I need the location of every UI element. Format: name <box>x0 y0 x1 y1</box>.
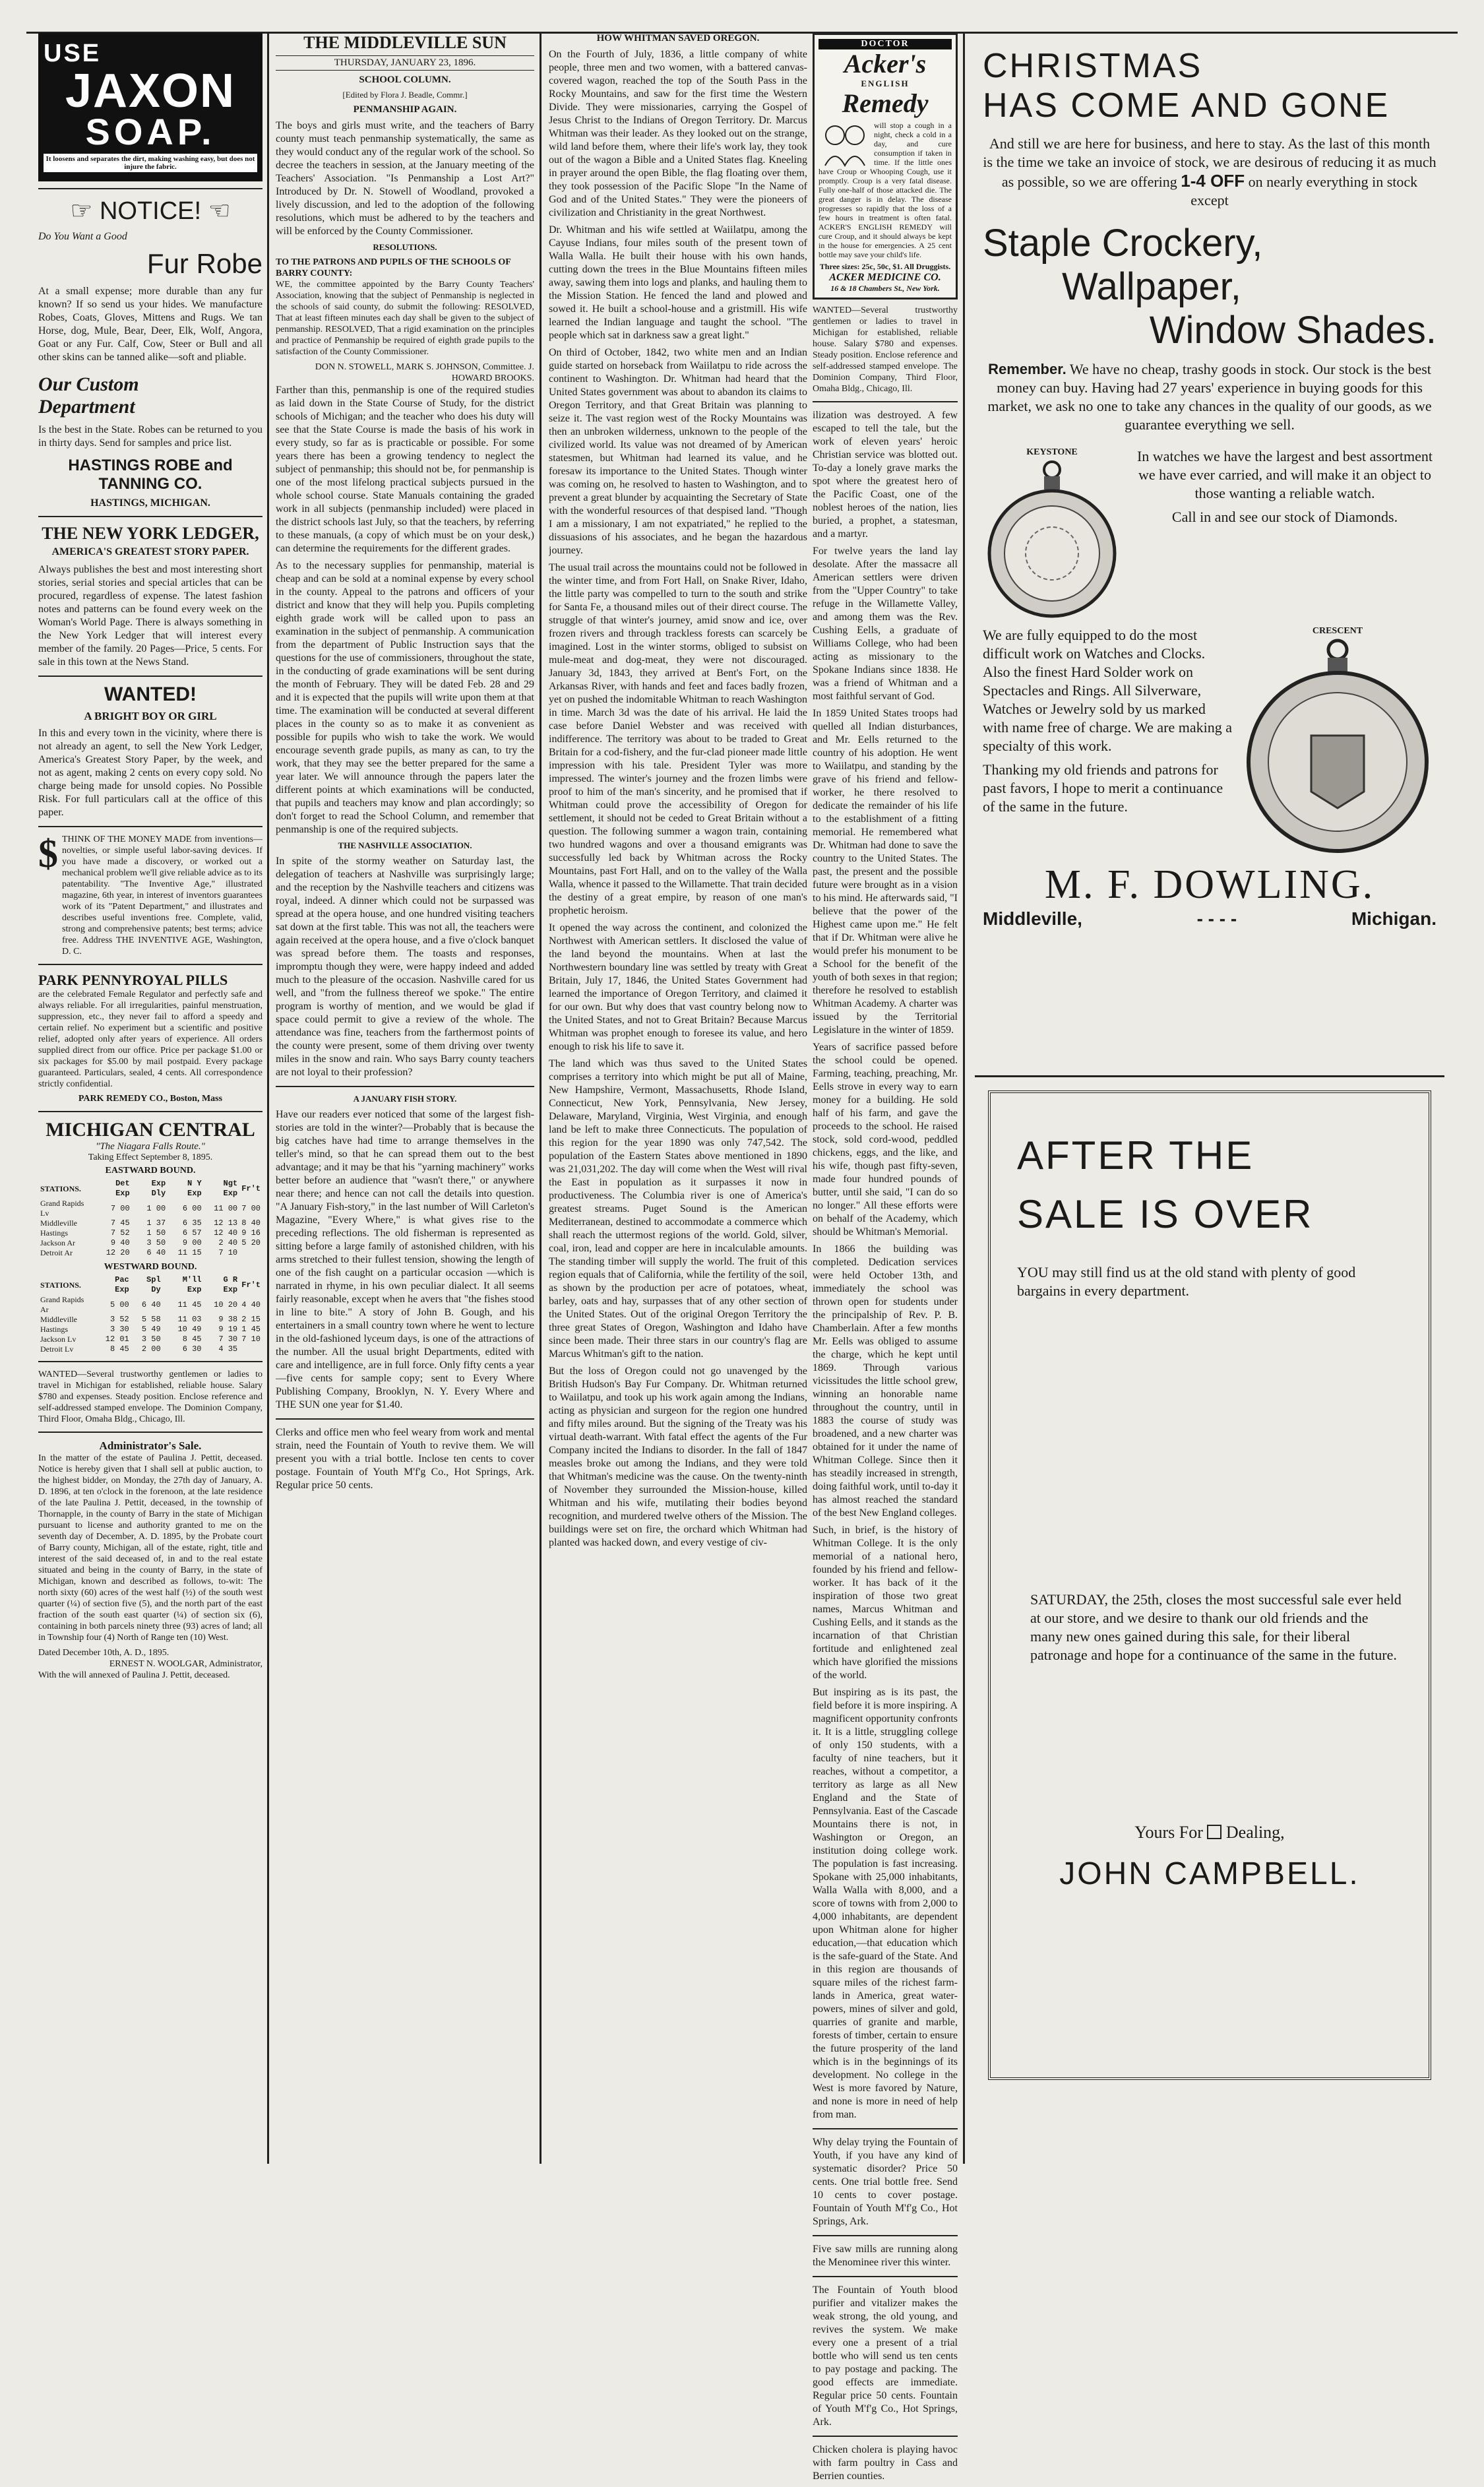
column-rule <box>540 33 541 2164</box>
state: Michigan. <box>1351 908 1437 929</box>
westbound-cell <box>239 1344 263 1354</box>
eastbound-cell: 7 10 <box>218 1248 238 1257</box>
eastbound-cell: 1 00 <box>146 1203 166 1213</box>
eastbound-cell: 12 13 <box>214 1218 238 1228</box>
whitman-cont-p6: Such, in brief, is the history of Whitman College. It is the only memorial of a national hero, founded by his friend and fellow-worker. It has back of it the inspiration of those two great names, Marcus Whitman and Cushing Eells, and it stands as the incarnation of that Christian fortitude and enlightened zeal which have glorified the missions of the world. <box>813 1525 958 1681</box>
eastbound-cell: 6 00 <box>182 1203 202 1213</box>
staple-crockery: Staple Crockery, <box>983 222 1263 265</box>
wanted-subtitle: A BRIGHT BOY OR GIRL <box>84 710 217 722</box>
fish-story-title: A JANUARY FISH STORY. <box>353 1094 457 1104</box>
yours-for: Yours For <box>1134 1823 1203 1842</box>
fountain-notice-2: Why delay trying the Fountain of Youth, if you have any kind of systematic disorder? Price 50 cents. One trial bottle free. Send 10 cents to cover postage. Fountain of Youth M'f'g Co., Hot Springs, Ark. <box>813 2137 958 2227</box>
divider <box>813 2128 958 2129</box>
eastbound-header-cell: N Y Exp <box>187 1179 202 1198</box>
column-whitman <box>549 33 807 1554</box>
westbound-cell: 3 50 <box>141 1335 161 1344</box>
divider <box>38 188 263 189</box>
jaxon-soap-ad <box>38 33 263 181</box>
administrators-sale <box>38 1439 263 1681</box>
ledger-body: Always publishes the best and most interesting short stories, serial stories and special articles that can be procured, regardless of expense. The latest fashion notes and patterns can be found every week on the Woman's World Page. There is always something in the New York Ledger that will interest every member of the family. 20 Pages—Price, 5 cents. For sale in this town at the News Stand. <box>38 564 263 668</box>
westbound-cell: 5 58 <box>141 1315 161 1324</box>
whitman-title: HOW WHITMAN SAVED OREGON. <box>596 33 760 44</box>
dept-body: Is the best in the State. Robes can be returned to you in thirty days. Send for samples and price list. <box>38 424 263 449</box>
westbound-cell: 9 38 <box>218 1315 238 1324</box>
saw-mills-notice: Five saw mills are running along the Menominee river this winter. <box>813 2244 958 2268</box>
inventive-age-ad <box>38 834 263 957</box>
eastbound-cell: 5 20 <box>241 1238 261 1247</box>
acker-body: will stop a cough in a night, check a cold in a day, and cure consumption if taken in time. If the little ones have Croup or Whooping Cough, use it promptly. Croup is a very fatal disease. Fully one-half of those attacked die. The great danger is in delay. The disease progresses so rapidly that the loss of a few hours in treatment is often fatal. ACKER'S ENGLISH REMEDY will cure Croup, and it should always be kept in the house for emergencies. A 25 cent bottle may save your child's life. <box>819 121 952 259</box>
column-ads-left <box>38 33 263 1681</box>
tanning-location: HASTINGS, MICHIGAN. <box>90 497 210 509</box>
divider <box>276 1418 534 1420</box>
eastbound-row <box>38 1218 263 1228</box>
acker-brand: Acker's <box>844 49 927 79</box>
eastbound-cell: Detroit Ar <box>40 1248 73 1257</box>
jaxon-use: USE <box>44 40 102 67</box>
westbound-cell: 4 35 <box>218 1344 238 1354</box>
eastbound-row <box>38 1238 263 1248</box>
fur-want: Do You Want a Good <box>38 231 127 242</box>
resolutions-title: RESOLUTIONS. <box>373 242 437 252</box>
notice-text: NOTICE! <box>99 197 202 225</box>
intro-text: And still we are here for business, and here to stay. As the last of this month is the time we take an invoice of stock, we are desirous of reducing it as much as possible, so we are offering <box>983 135 1437 190</box>
eastbound-header-cell: Ngt Exp <box>223 1179 238 1198</box>
michigan-central-timetable <box>38 1119 263 1354</box>
acker-address: 16 & 18 Chambers St., New York. <box>830 284 940 293</box>
westbound-row <box>38 1344 263 1354</box>
divider <box>813 2276 958 2277</box>
divider <box>975 1075 1444 1077</box>
eastbound-cell: 6 40 <box>146 1248 166 1257</box>
whitman-cont-p7: But inspiring as is its past, the field before it is more inspiring. A magnificent opportunity confronts it. It is a little, struggling college of only 150 students, with a faculty of nine teachers, but it reaches, without a competitor, a territory as large as all New England and the State of Pennsylvania. East of the Cascade Mountains there is not, in Washington or Oregon, an institution doing college work. The population is fast increasing. Spokane with 25,000 inhabitants, Walla Walla with 8,000, and a score of towns with from 2,000 to 4,000 inhabitants, are dependent upon Whitman alone for higher education,—that education which is the safe-guard of the State. And in this region are thousands of square miles of the richest farm-lands in America, great water-powers, mines of silver and gold, quarries of granite and marble, forests of timber, certain to ensure the future prosperity of the land which is in the beginnings of its development. No college in the West is more favored by Nature, and none is more in need of help from man. <box>813 1687 958 2120</box>
eastbound-cell: 9 16 <box>241 1228 261 1238</box>
penmanship-p2: Farther than this, penmanship is one of the required studies as laid down in the State Course of Study, for the district schools of Michigan; and the teacher who does his duty will see that the State Course is made the basis of his work in every study, so far as is practicable or possible. For some years there has been a growing tendency to neglect the subject of penmanship; this should not be, for penmanship is one of the most lifelong practical subjects pursued in the whole school course. State Manuals containing the graded work in all subjects (penmanship included) were placed in the district schools last July, so that the teachers, by referring to these manuals, (a copy of which must be on your desk,) can determine the requirements for the different grades. <box>276 385 534 554</box>
eastbound-table <box>38 1179 263 1258</box>
pills-company: PARK REMEDY CO., Boston, Mass <box>78 1094 223 1104</box>
fur-robe-ad <box>38 196 263 509</box>
dashes: - - - - <box>1196 908 1237 929</box>
keystone-label: KEYSTONE <box>1026 447 1078 457</box>
westbound-row <box>38 1335 263 1344</box>
eastbound-cell: 9 00 <box>182 1238 202 1247</box>
sale-is-over: SALE IS OVER <box>1017 1192 1314 1236</box>
westbound-cell: 9 19 <box>218 1325 238 1334</box>
pointing-hand-icon: ☜ <box>201 197 231 225</box>
wanted-travel-notice: WANTED—Several trustworthy gentlemen or ladies to travel in Michigan for established, reliable house. Salary $780 and expenses. Steady position. Enclose reference and self-addressed stamped envelope. The Dominion Company, Third Floor, Omaha Bldg., Chicago, Ill. <box>38 1369 263 1424</box>
equipped-row <box>983 626 1437 858</box>
watches-text <box>1133 447 1437 626</box>
pointing-hand-icon: ☞ <box>70 197 100 225</box>
school-editor: [Edited by Flora J. Beadle, Commr.] <box>342 90 468 100</box>
westbound-cell: 2 15 <box>241 1315 261 1324</box>
westbound-cell: 6 40 <box>141 1300 161 1309</box>
money-body: THINK OF THE MONEY MADE from inventions—novelties, or simple useful labor-saving devices. If you have made a discovery, or worked out a mechanical problem we'll give reliable advice as to its patentability. "The Inventive Age," illustrated magazine, 6th year, in interest of inventors guarantees work of its "Patent Department," and illustrates and describes useful inventions free. Complete, valid, strong and comprehensive patents; best terms; advice free. Address THE INVENTIVE AGE, Washington, D. C. <box>62 834 263 957</box>
eastbound-cell: 7 00 <box>110 1203 130 1213</box>
custom-heading: Our Custom <box>38 373 139 395</box>
whitman-cont-p4: Years of sacrifice passed before the school could be opened. Farming, teaching, preaching, Mr. Eells strove in every way to earn money for a building. He sold half of his farm, and gave the proceeds to the school. He raised stock, sold cord-wood, peddled chickens, eggs, and the like, and his wife, though past fifty-seven, made four hundred pounds of butter, until she said, "I can do so no longer." All these efforts were on behalf of the Academy, which should be Whitman's Memorial. <box>813 1042 958 1238</box>
chicken-cholera-notice: Chicken cholera is playing havoc with farm poultry in Cass and Berrien counties. <box>813 2444 958 2482</box>
westbound-header-cell: Spl Dy <box>146 1275 161 1294</box>
westbound-cell: Jackson Lv <box>40 1335 77 1344</box>
railroad-route: "The Niagara Falls Route." <box>96 1141 205 1152</box>
pocket-watch-icon <box>986 458 1118 623</box>
watches-body: In watches we have the largest and best assortment we have ever carried, and will make it an object to those wanting a reliable watch. <box>1136 448 1433 501</box>
equipped-body: We are fully equipped to do the most difficult work on Watches and Clocks. Also the finest Hard Solder work on Spectacles and Rings. All Silverware, Watches or Jewelry sold by us marked with name free of charge. We are making a specialty of this work. <box>983 627 1232 754</box>
column-rule <box>963 33 965 2164</box>
campbell-you: YOU may still find us at the old stand with plenty of good bargains in every department. <box>1017 1264 1356 1299</box>
tanning-company: HASTINGS ROBE and TANNING CO. <box>68 456 233 493</box>
wanted-title: WANTED! <box>104 683 197 705</box>
ledger-title: THE NEW YORK LEDGER, <box>42 524 259 543</box>
wallpaper: Wallpaper, <box>1062 265 1241 308</box>
dowling-name: M. F. DOWLING. <box>1044 862 1375 907</box>
dowling-address <box>983 908 1437 929</box>
divider <box>276 1086 534 1087</box>
whitman-p3: On third of October, 1842, two white men and an Indian guide started on horseback from Waiilatpu to ride across the continent to Washington. Dr. Whitman had heard that the United States government was about to abandon its claims to Oregon Territory, and that Great Britain was planning to seize it. The vast region west of the Rocky Mountains was then an unbroken wilderness, unknown to the people of the civilized world. Its value was not dreamed of by American statesmen, but Whitman had learned its value, and he foresaw its importance to the United States. Though winter was coming on, he resolved to hasten to Washington, and to prevent a great blunder by acquainting the Secretary of State with the wonderful resources of that despised land. "Though I am a missionary, I am not expatriated," he replied to the dissuasions of his associates, and he began the hazardous journey. <box>549 347 807 556</box>
divider <box>38 1432 263 1433</box>
eastbound-row <box>38 1228 263 1238</box>
wanted-body: In this and every town in the vicinity, where there is not already an agent, to sell the New York Ledger, America's Greatest Story Paper, by the week, and not as agent, making 2 cents on every copy sold. No charge being made for unsold copies. No Possible Risk. For full particulars call at the office of this paper. <box>38 728 263 818</box>
pills-body: are the celebrated Female Regulator and perfectly safe and always reliable. For all irregularities, painful menstruation, suppression, etc., they never fail to afford a speedy and certain relief. No experiment but a scientific and positive relief, adopted only after years of experience. All orders supplied direct from our office. Price per package $1.00 or six packages for $5.00 by mail postpaid. Every package guaranteed. Particulars, sealed, 4 cents. All correspondence strictly confidential. <box>38 990 263 1089</box>
dealing: Dealing, <box>1225 1823 1285 1842</box>
eastbound-cell: Middleville <box>40 1218 77 1228</box>
whitman-p7: But the loss of Oregon could not go unavenged by the British Hudson's Bay Fur Company. Dr. Whitman returned to Waiilatpu, and took up his work again among the Indians, acting as physician and surgeon for the region one hundred and fifty miles around. But the signing of the Treaty was his virtual death-warrant. With fatal effect the agents of the Fur Company incited the Indians to disorder. In the fall of 1847 measles broke out among the Indians, and they were told that Whitman's medicine was the cause. On the twenty-ninth of November they surrounded the Mission-house, killed Whitman and his wife, mutilating their bodies beyond recognition, and murdered twelve others of the Mission. The buildings were set on fire, the orchard which Whitman had planted was hacked down, and every vestige of civ- <box>549 1366 807 1548</box>
nashville-title: THE NASHVILLE ASSOCIATION. <box>338 840 472 850</box>
westbound-title: WESTWARD BOUND. <box>104 1262 197 1272</box>
westbound-header-cell: Fr't <box>241 1280 261 1290</box>
department-heading: Department <box>38 396 135 418</box>
eastbound-cell: 11 15 <box>177 1248 202 1257</box>
westbound-table <box>38 1275 263 1354</box>
acker-price: Three sizes: 25c, 50c, $1. All Druggists. <box>819 262 951 271</box>
eastbound-row <box>38 1248 263 1258</box>
after-the: AFTER THE <box>1017 1133 1254 1178</box>
railroad-title: MICHIGAN CENTRAL <box>46 1119 255 1141</box>
westbound-cell: 8 45 <box>109 1344 129 1354</box>
westbound-cell: 1 45 <box>241 1325 261 1334</box>
westbound-row <box>38 1315 263 1325</box>
keystone-watch <box>983 447 1121 626</box>
divider <box>813 2235 958 2236</box>
eastbound-cell: 7 52 <box>110 1228 130 1238</box>
eastbound-cell: 2 40 <box>218 1238 238 1247</box>
westbound-header-cell: Pac Exp <box>115 1275 129 1294</box>
column-school <box>276 33 534 1496</box>
campbell-ad <box>988 1090 1431 2080</box>
admin-will: With the will annexed of Paulina J. Pettit, deceased. <box>38 1670 230 1680</box>
fountain-notice: Clerks and office men who feel weary from work and mental strain, need the Fountain of Youth to revive them. We will present you with a trial bottle. Inclose ten cents to cover postage. Fountain of Youth M'f'g Co., Hot Springs, Ark. Regular price 50 cents. <box>276 1427 534 1491</box>
westbound-header-cell: M'll Exp <box>182 1275 202 1294</box>
acker-english: ENGLISH <box>861 79 910 88</box>
crescent-watch <box>1239 626 1437 858</box>
penmanship-p1: The boys and girls must write, and the teachers of Barry county must teach penmanship systematically, the same as they would conduct any of the regular work of the school. So decree the teachers in session, at the January meeting of the Teachers' Association. "Is Penmanship a Lost Art?" Introduced by Dr. N. Stowell of Woodland, provoked a lively discussion, and led to the adoption of the following resolutions, which must be adhered to by the teachers and will be enforced by the County Commissioner. <box>276 120 534 237</box>
eastbound-row <box>38 1199 263 1218</box>
admin-dated: Dated December 10th, A. D., 1895. <box>38 1648 170 1658</box>
divider <box>38 676 263 677</box>
eastbound-cell: 1 50 <box>146 1228 166 1238</box>
westbound-cell: 11 45 <box>177 1300 202 1309</box>
whitman-cont-p3: In 1859 United States troops had quelled all Indian disturbances, and Mr. Eells returned to the country of his adoption. He went to Waiilatpu, and standing by the grave of his friend and fellow-worker, he there resolved to dedicate the remainder of his life to the establishment of a fitting memorial. He remembered what Dr. Whitman had done to save the country to the United States. The past, the present and the possible future were brought as in a vision to his mind. He afterwards said, "I believe that the power of the Highest came upon me." He felt that if Dr. Whitman were alive he would prefer his monument to be a School for the benefit of the youth of both sexes in that region; therefore he resolved to establish Whitman Academy. A charter was issued by the Territorial Legislature in the winter of 1859. <box>813 708 958 1036</box>
fish-story-body: Have our readers ever noticed that some of the largest fish-stories are told in the winter?—Probably that is because the big catches have had time to arrange themselves in the teller's mind, so that he can spread them out to the best advantage; and it may be that his "yarning machinery" works better before an audience that "wasn't there," or anywhere near there; and hence can not call the details into question. "A January Fish-story," in the last number of Will Carleton's Magazine, "Every Where," is what gives rise to the preceding reflections. The old fisherman is represented as sitting before a large family of astonished children, with his arms stretched to their fullest tension, showing the length of one of the fish caught on a particular occasion —which is narrated in rhyme, in his own peculiar dialect. It all seems fairly reasonable, except when he avers that "the fishes stood in line to bite." A story of John B. Gough, and his entertainers in a small country town where he went to lecture in the old-fashioned lyceum days, is one of the attractions of the number. All the usual bright Departments, edited with care and intelligence, are in full force. Only fifty cents a year—five cents for sample copy; sent to Every Where Publishing Company, Brooklyn, N. Y. Every Where and THE SUN one year for $1.40. <box>276 1109 534 1410</box>
school-column-title: SCHOOL COLUMN. <box>359 75 451 85</box>
divider <box>38 964 263 965</box>
westbound-cell: 3 52 <box>109 1315 129 1324</box>
dowling-ad <box>975 33 1444 1075</box>
westbound-row <box>38 1325 263 1335</box>
town: Middleville, <box>983 908 1082 929</box>
eastbound-cell <box>239 1248 263 1258</box>
westbound-cell: 10 20 <box>214 1300 238 1309</box>
masthead: THE MIDDLEVILLE SUN <box>303 33 507 52</box>
westbound-header-cell: G R Exp <box>223 1275 238 1294</box>
eastbound-title: EASTWARD BOUND. <box>105 1166 196 1176</box>
wanted-travel-notice-2: WANTED—Several trustworthy gentlemen or ladies to travel in Michigan for established, reliable house. Salary $780 and expenses. Steady position. Enclose reference and self-addressed stamped envelope. The Dominion Company, Third Floor, Omaha Bldg., Chicago, Ill. <box>813 305 958 394</box>
divider <box>38 1361 263 1362</box>
eastbound-header-cell: STATIONS. <box>40 1183 81 1193</box>
jaxon-brand: JAXON <box>65 65 236 117</box>
eastbound-header-cell: Det Exp <box>115 1179 130 1198</box>
admin-name: ERNEST N. WOOLGAR, Administrator, <box>109 1659 263 1669</box>
column-store-ads <box>975 33 1444 2080</box>
whitman-p5: It opened the way across the continent, and colonized the Northwest with American settlers. It disclosed the value of the land beyond the mountains. When at last the Northwestern boundary line was settled by treaty with Great Britain, July 17, 1846, the United States Government had learned the importance of Oregon Territory, and claimed it for our own. But why does that vast country belong now to the United States, and not to Great Britain? Because Marcus Whitman was prophet enough to foresee its value, and hero enough to risk his life to save it. <box>549 922 807 1052</box>
westbound-cell: 8 45 <box>182 1335 202 1344</box>
remember-heading: Remember. <box>988 361 1067 377</box>
whitman-cont-p5: In 1866 the building was completed. Dedication services were held October 13th, and immediately the school was thrown open for students under the principalship of Rev. P. B. Chamberlain. After a few months Mr. Eells was obliged to assume the charge, which he kept until 1869. Through various vicissitudes the little school grew, winning an honorable name throughout the country, until in 1883 the course of study was broadened, and a new charter was obtained for it under the name of Whitman College. Since then it has steadily increased in strength, doing faithful work, until to-day it has almost reached the standard of the best New England colleges. <box>813 1244 958 1519</box>
acker-company: ACKER MEDICINE CO. <box>829 272 941 283</box>
jaxon-tagline: It loosens and separates the dirt, making washing easy, but does not injure the fabric. <box>44 154 257 172</box>
eastbound-cell: 9 40 <box>110 1238 130 1247</box>
has-come-heading: HAS COME AND GONE <box>983 86 1390 125</box>
eastbound-cell: Hastings <box>40 1228 68 1238</box>
eastbound-cell: 7 45 <box>110 1218 130 1228</box>
westbound-cell: 3 30 <box>109 1325 129 1334</box>
whitman-p4: The usual trail across the mountains could not be followed in the winter time, and from Fort Hall, on Snake River, Idaho, the little party was compelled to turn to the south and strike for Santa Fe, a thousand miles out of their direct course. The struggle of that winter's journey, amid snow and ice, over frozen rivers and through trackless forests can scarcely be imagined. Lost in the winter storms, obliged to subsist on mule-meat and dog-meat, they were not discouraged. January 3d, 1843, they arrived at Bent's Fort, on the Arkansas River, with hands and feet and faces badly frozen, yet on pushed the indomitable Whitman to reach Washington in time. March 3d was the date of his arrival. He laid the case before Daniel Webster and was received with indifference. The territory was about to be traded to Great Britain for a cod-fishery, and the fur-clad pioneer made little impression with his tale. President Tyler was more impressed. The winter's journey and the frozen limbs were proof to him of the man's sincerity, and he promised that if Whitman could prove the accessibility of Oregon for settlement, it should not be ceded to Great Britain without a question. The following summer a wagon train, containing two hundred wagons and over a thousand emigrants was successfully led back by Whitman across the Rocky Mountains, past Fort Hall, and on to the valley of the Walla Walla, whence it passed to the Willamette. That train decided the destiny of a great empire, by reason of one man's prophetic heroism. <box>549 562 807 916</box>
westbound-cell: Hastings <box>40 1325 68 1334</box>
westbound-cell: 2 00 <box>141 1344 161 1354</box>
thanks-text: Thanking my old friends and patrons for past favors, I hope to merit a continuance of the same in the future. <box>983 761 1223 815</box>
whitman-p6: The land which was thus saved to the United States comprises a territory into which might be put all of Maine, New Hampshire, Vermont, Massachusetts, Rhode Island, Connecticut, New York, Pennsylvania, New Jersey, Delaware, Maryland, Virginia, West Virginia, and enough land be left to make three Connecticuts. The population of this region for the year 1890 was only 747,542. The population of the Eastern States above mentioned in 1890 was 21,031,202. The day will come when the West will rival the East in population as it surpasses it now in productiveness. The Columbia river is one of America's greatest streams. Puget Sound is the American Mediterranean, destined to accommodate a commerce which shall reach the uttermost regions of the world. Gold, silver, coal, iron, lead and copper are here in incalculable amounts. The standing timber will supply the world. The fruit of this region equals that of California, while the fertility of the soil, as shown by the production per acre of potatoes, wheat, barley, oats and hay, surpasses that of any other section of the United States. Out of the original Oregon Territory the three great States of Oregon, Washington and Idaho have since been made. Their three stars in our country's flag are Marcus Whitman's gift to the nation. <box>549 1058 807 1360</box>
remember-body: We have no cheap, trashy goods in stock. Our stock is the best money can buy. Having had 27 years' experience in buying goods for this market, we ask no one to take any chances in the quality of our goods, as we guarantee everything we sell. <box>987 361 1432 433</box>
penmanship-title: PENMANSHIP AGAIN. <box>353 104 457 115</box>
westbound-header-cell: STATIONS. <box>40 1280 81 1290</box>
admin-title: Administrator's Sale. <box>99 1439 202 1452</box>
whitman-cont-p2: For twelve years the land lay desolate. After the massacre all American settlers were driven from the "Upper Country" to take refuge in the Willamette Valley, and among them was the Rev. Cushing Eells, a graduate of Williams College, who had been acting as missionary to the Spokane Indians since 1838. He was a friend of Whitman and a most faithful servant of God. <box>813 546 958 702</box>
whitman-p2: Dr. Whitman and his wife settled at Waiilatpu, among the Cayuse Indians, four miles south of the present town of Walla Walla. He built their house with his own hands, cutting down the trees in the Blue Mountains fifteen miles away, sawing them into logs and planks, and hauling them to the Mission Station. He fenced the land and plowed and sowed it. He built a school-house and a gristmill. His wife learned the Indian language and taught the school. "The people which sat in darkness saw a great light." <box>549 224 807 341</box>
column-whitman-cont <box>813 33 958 2487</box>
whitman-cont-p1: ilization was destroyed. A few escaped to tell the tale, but the work of eleven years' heroic Christian service was blotted out. To-day a lonely grave marks the spot where the greatest hero of the Pacific Coast, one of the noblest heroes of the nation, lies buried, a prophet, a statesman, and a martyr. <box>813 410 958 540</box>
westbound-cell: 12 01 <box>105 1335 129 1344</box>
eastbound-cell: 12 20 <box>106 1248 130 1257</box>
eastbound-cell: 11 00 <box>214 1203 238 1213</box>
window-shades: Window Shades. <box>1149 309 1437 352</box>
westbound-cell: 4 40 <box>241 1300 261 1309</box>
eastbound-header-cell: Exp Dly <box>151 1179 166 1198</box>
westbound-cell: 5 49 <box>141 1325 161 1334</box>
westbound-cell: Middleville <box>40 1315 77 1324</box>
pocket-watch-icon <box>1242 637 1433 854</box>
diamonds-text: Call in and see our stock of Diamonds. <box>1171 509 1398 525</box>
acker-remedy: Remedy <box>842 88 929 118</box>
whitman-p1: On the Fourth of July, 1836, a little company of white people, three men and two women, with a battered canvas-covered wagon, reached the top of the South Pass in the Rocky Mountains, and saw for the first time the Western Divide. They were missionaries, carrying the Gospel of Jesus Christ to the Indians of Oregon Territory. Dr. Marcus Whitman was their leader. As they looked out on the strange, wild land before them, where their life's work lay, they took out of the wagon a Bible and a United States flag. Kneeling in prayer around the open Bible, the flag floating over them, they took possession of the Pacific Slope "In the Name of God and of the United States." They were the pioneers of civilization and Christianity in the great Northwest. <box>549 49 807 218</box>
eastbound-cell: 7 00 <box>241 1203 261 1213</box>
westbound-cell: Grand Rapids Ar <box>40 1295 84 1314</box>
eastbound-cell: Grand Rapids Lv <box>40 1199 84 1218</box>
crescent-label: CRESCENT <box>1312 626 1363 636</box>
resolutions-body: WE, the committee appointed by the Barry County Teachers' Association, knowing that the subject of Penmanship is neglected in the schools of said county, do submit the following: RESOLVED, That at least fifteen minutes each day shall be given to the subject of penmanship. RESOLVED, That a rigid examination on the principles and practice of Penmanship be required of eighth grade pupils to the satisfaction of the County Commissioner. <box>276 280 534 357</box>
ledger-subtitle: AMERICA'S GREATEST STORY PAPER. <box>51 546 249 557</box>
divider <box>38 826 263 827</box>
dowling-intro <box>983 135 1437 210</box>
column-rule <box>267 33 269 2164</box>
equipped-text <box>983 626 1232 858</box>
ledger-ad <box>38 524 263 669</box>
eastbound-cell: Jackson Ar <box>40 1238 75 1247</box>
eastbound-cell: 8 40 <box>241 1218 261 1228</box>
westbound-cell: Detroit Lv <box>40 1344 74 1354</box>
acker-remedy-ad <box>813 33 958 299</box>
issue-date: THURSDAY, JANUARY 23, 1896. <box>276 55 534 71</box>
watches-row <box>983 447 1437 626</box>
box-icon <box>1207 1825 1221 1839</box>
pennyroyal-ad <box>38 972 263 1104</box>
resolutions-to: TO THE PATRONS AND PUPILS OF THE SCHOOLS OF BARRY COUNTY: <box>276 257 511 278</box>
fur-body: At a small expense; more durable than any fur known? If so send us your hides. We manufacture Robes, Coats, Gloves, Mittens and Rugs. We tan Horse, dog, Mule, Bear, Deer, Elk, Wolf, Angora, Goat or any Fur. Calf, Cow, Steer or Bull and all other skins can be tanned alike—soft and pliable. <box>38 286 263 363</box>
jaxon-soap: SOAP. <box>85 111 216 152</box>
admin-body: In the matter of the estate of Paulina J. Pettit, deceased. Notice is hereby given that I shall sell at public auction, to the highest bidder, on Monday, the 27th day of January, A. D. 1896, at ten o'clock in the forenoon, at the late residence of the late Paulina J. Pettit, deceased, in the township of Thornapple, in the county of Barry in the state of Michigan pursuant to license and authority granted to me on the seventh day of December, A. D. 1895, by the Probate court of Barry county, Michigan, all of the estate, right, title and interest of the said deceased of, in and to the real estate situated and being in the county of Barry, in the state of Michigan, known and described as follows, to-wit: The north sixty (60) acres of the west half (½) of the south west quarter (¼) of section five (5), and the north part of the east fraction of the south east quarter (¼) of section six (6), containing in both parcels ninety three (93) acres of land; all in Township four (4) North of Range ten (10) West. <box>38 1453 263 1643</box>
remember-block <box>983 360 1437 434</box>
westbound-cell: 6 30 <box>182 1344 202 1354</box>
dollar-sign-icon: $ <box>38 832 58 875</box>
eastbound-cell: 6 57 <box>182 1228 202 1238</box>
westbound-row <box>38 1295 263 1315</box>
intro-text-2: on nearly everything in stock except <box>1190 173 1418 208</box>
yours-for-line <box>1017 1823 1402 1842</box>
committee: DON N. STOWELL, MARK S. JOHNSON, Committee. J. HOWARD BROOKS. <box>315 362 534 383</box>
westbound-cell: 11 03 <box>177 1315 202 1324</box>
eastbound-cell: 6 35 <box>182 1218 202 1228</box>
christmas-heading: CHRISTMAS <box>983 47 1203 85</box>
pills-title: PARK PENNYROYAL PILLS <box>38 972 228 988</box>
wanted-boy-girl-ad <box>38 683 263 819</box>
eastbound-cell: 1 37 <box>146 1218 166 1228</box>
railroad-effect: Taking Effect September 8, 1895. <box>88 1152 213 1162</box>
westbound-cell: 7 10 <box>241 1335 261 1344</box>
fur-robe-title: Fur Robe <box>146 248 263 279</box>
children-illustration-icon <box>819 121 871 167</box>
divider <box>813 2436 958 2437</box>
campbell-name: JOHN CAMPBELL. <box>1059 1856 1360 1891</box>
eastbound-header-cell: Fr't <box>241 1183 261 1193</box>
westbound-cell: 7 30 <box>218 1335 238 1344</box>
eastbound-cell: 12 40 <box>214 1228 238 1238</box>
campbell-saturday: SATURDAY, the 25th, closes the most successful sale ever held at our store, and we desire to thank our old friends and the many new ones gained during this sale, for their liberal patronage and hope for a continuance of the same in the future. <box>1030 1591 1402 1663</box>
notice-heading <box>38 196 263 226</box>
eastbound-cell: 3 50 <box>146 1238 166 1247</box>
nashville-body: In spite of the stormy weather on Saturday last, the delegation of teachers at Nashville was surprisingly large; and the reception by the Nashville teachers and citizens was royal, indeed. A dinner which could not be surpassed was spread at the opera house, and one hundred visiting teachers sat down at the first table. This was not all, the teachers were again received at the opera house, and a five o'clock banquet was spread before them. The toasts and responses, impromptu though they were, were happy indeed and added much to the pleasure of the occasion. Nashville cared for us well, and "from the fullness thereof we spoke." The entire program is worthy of mention, and we would be glad if space could permit to give a review of the whole. The attendance was fine, teachers from the farthermost points of the county were present, some of them driving over twenty miles in the snow and rain. Who says Barry county teachers are not loyal to their profession? <box>276 856 534 1078</box>
divider <box>813 401 958 402</box>
penmanship-p3: As to the necessary supplies for penmanship, material is cheap and can be sold at a nominal expense by every school in the county. Appeal to the patrons and officers of your district and know that they will help you. Pupils completing eighth grade work will be called upon to pass an examination in the subject of penmanship. A communication from the department of Public Instruction says that the questions for the use of commissioners, throughout the state, in the conducting of grade examinations will be sent during the month of February. They will be dated Feb. 28 and 29 and it is expected that the pupils will write upon them at that time. The examination will be conducted at several different places in the county so as to make it as convenient as possible for pupils who wish to take the work. We would encourage seventh grade pupils, as many as can, to try the work, that they may see the better prepared for the same a year later. We will announce through the papers later the different points at which examinations will be conducted, that pupils and teachers may know and plan accordingly; so don't forget to read the School Column, and remember that penmanship is one of the required subjects. <box>276 560 534 835</box>
westbound-cell: 5 00 <box>109 1300 129 1309</box>
fountain-notice-3: The Fountain of Youth blood purifier and vitalizer makes the weak strong, the old young, and revives the system. We make every one a present of a trial bottle who will send us ten cents to pay postage and packing. The good effects are immediate. Regular price 50 cents. Fountain of Youth M'f'g Co., Hot Springs, Ark. <box>813 2284 958 2428</box>
westbound-cell: 10 49 <box>177 1325 202 1334</box>
quarter-off: 1-4 OFF <box>1181 171 1245 191</box>
acker-doctor: DOCTOR <box>819 39 952 49</box>
divider <box>38 1111 263 1112</box>
divider <box>38 516 263 517</box>
